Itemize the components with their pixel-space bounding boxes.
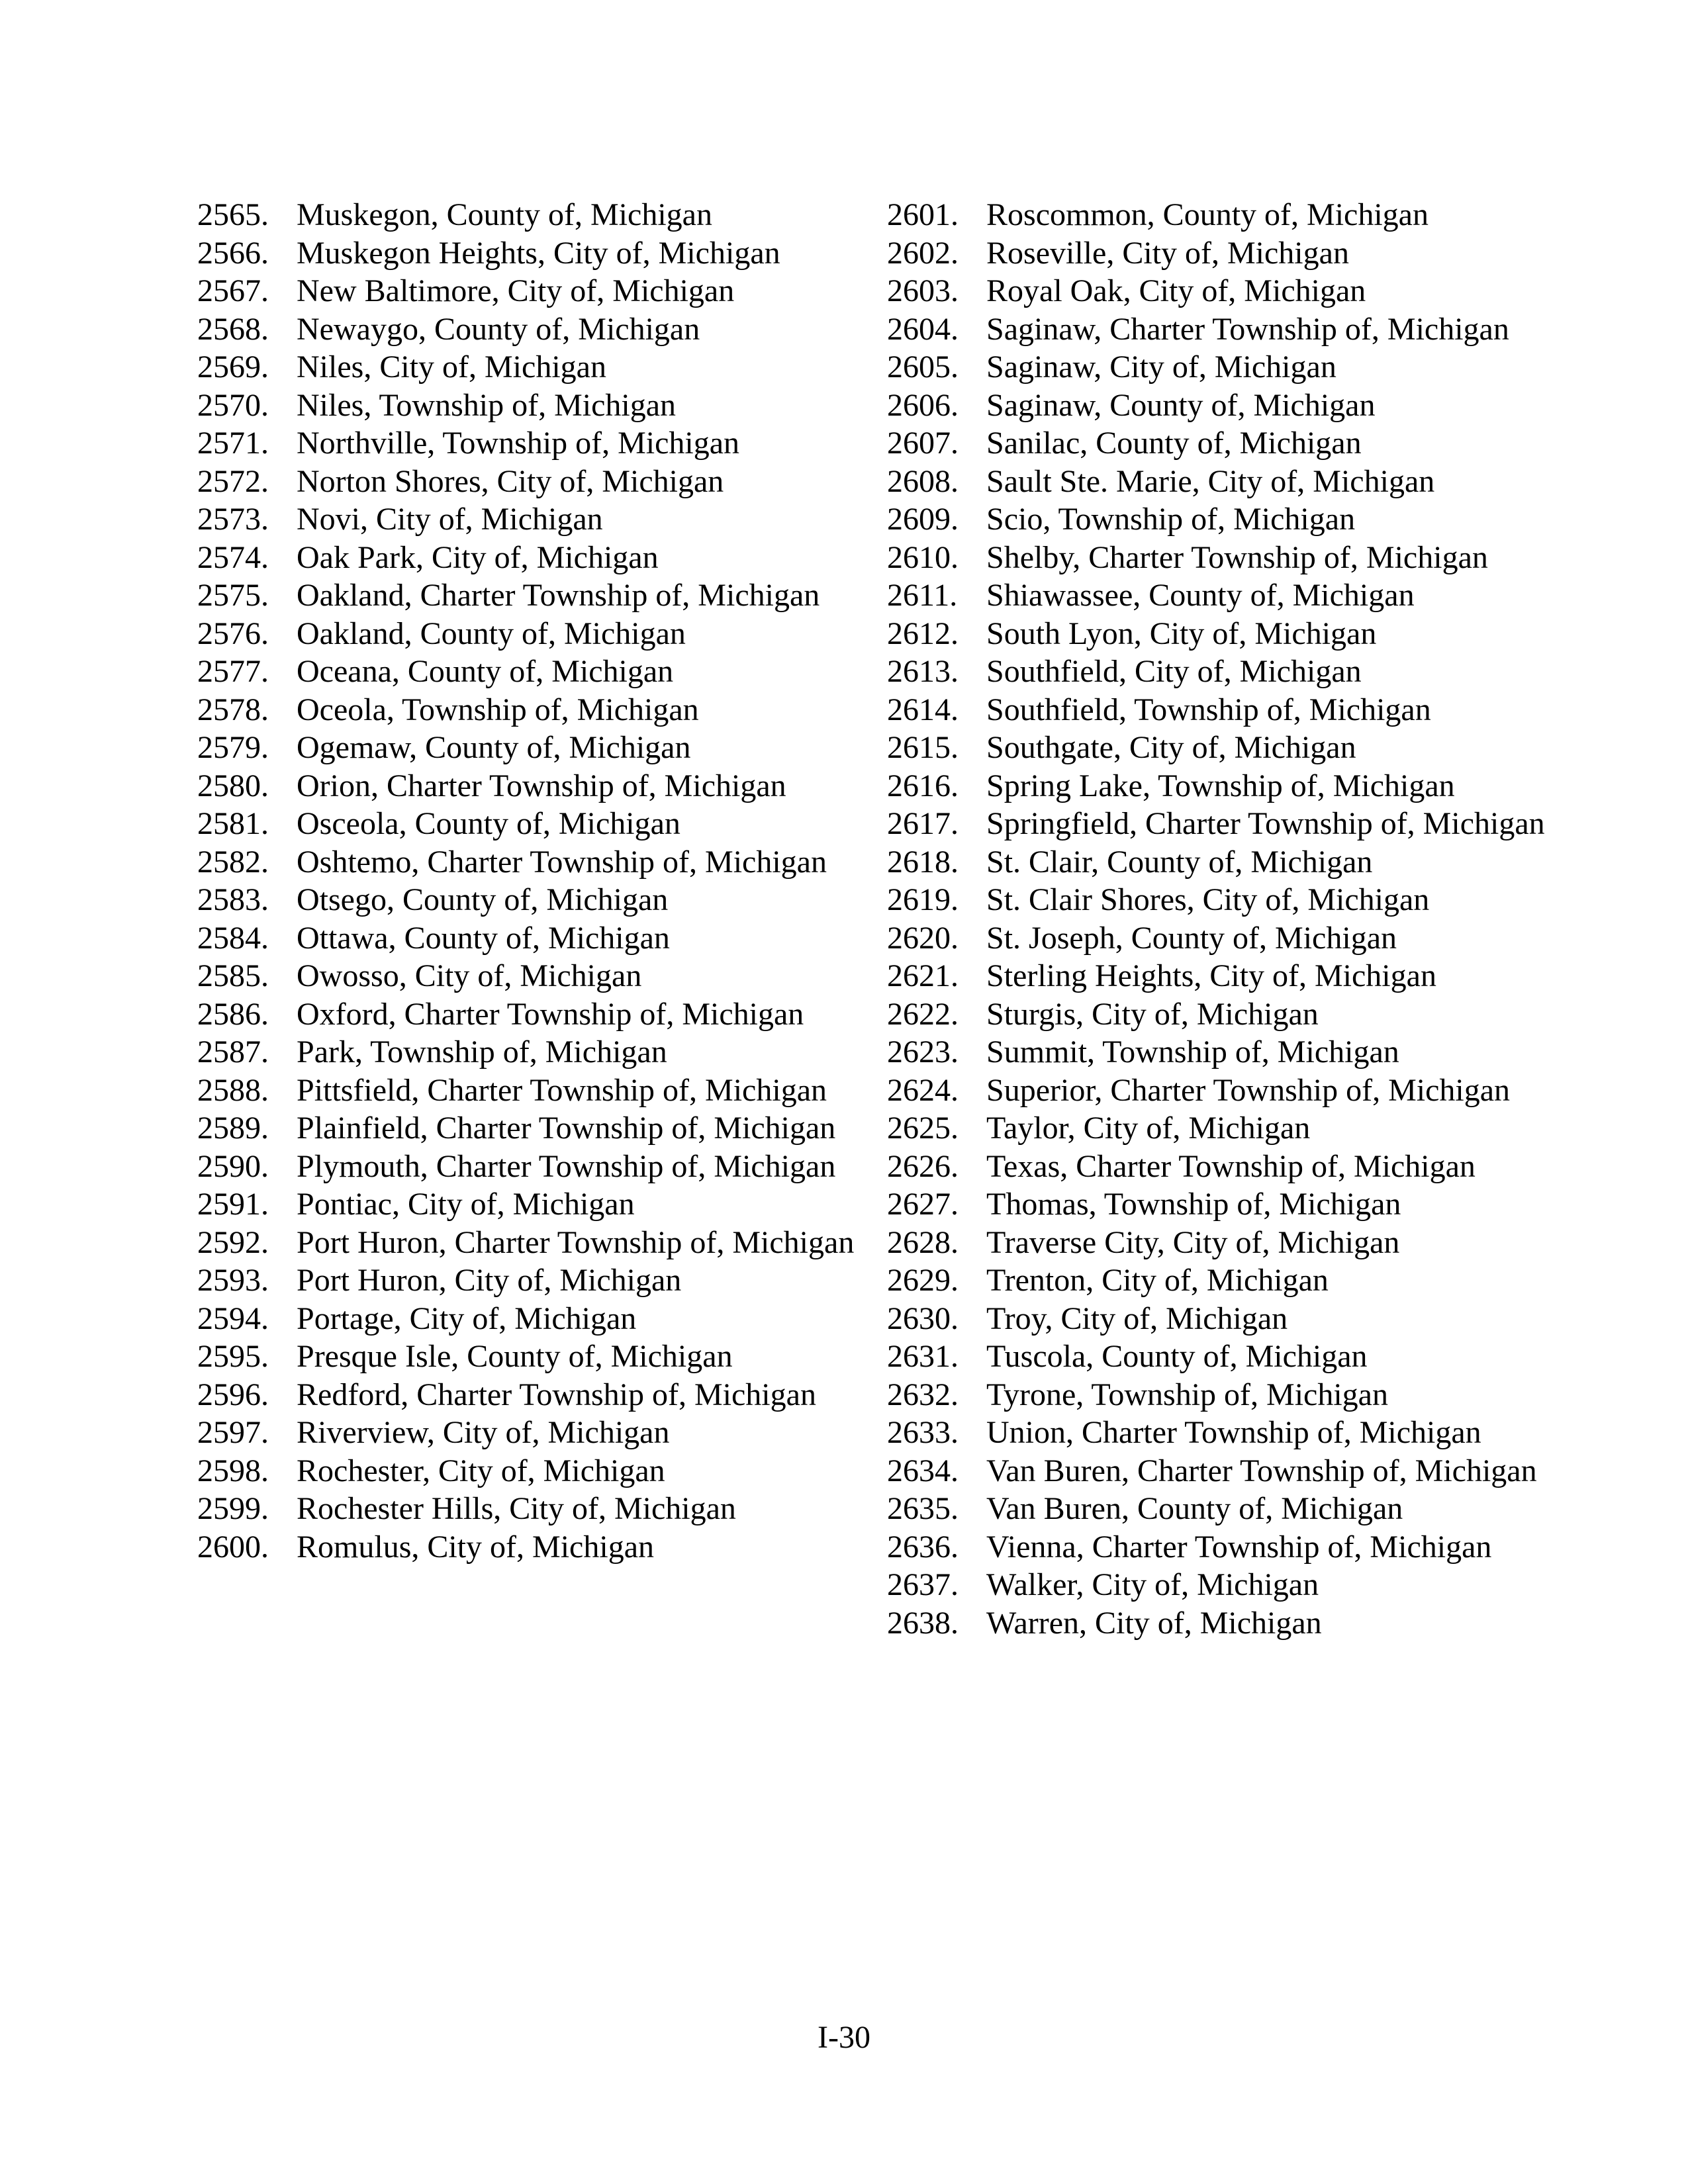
entry-number: 2580. bbox=[197, 768, 269, 803]
entry-number: 2596. bbox=[197, 1377, 269, 1412]
entry-name: Oshtemo, Charter Township of, Michigan bbox=[297, 844, 827, 880]
list-item bbox=[887, 272, 1549, 310]
page-number: I-30 bbox=[818, 2020, 870, 2055]
entry-number: 2565. bbox=[197, 197, 269, 232]
entry-name: Taylor, City of, Michigan bbox=[986, 1111, 1311, 1146]
entry-name: Presque Isle, County of, Michigan bbox=[297, 1339, 733, 1374]
entry-number: 2605. bbox=[887, 349, 959, 385]
entry-name: Plymouth, Charter Township of, Michigan bbox=[297, 1148, 836, 1184]
list-item bbox=[887, 653, 1549, 691]
entry-number: 2571. bbox=[197, 426, 269, 461]
entry-name: Saginaw, County of, Michigan bbox=[986, 387, 1376, 423]
list-item bbox=[197, 463, 859, 501]
entry-name: Redford, Charter Township of, Michigan bbox=[297, 1377, 816, 1412]
list-item bbox=[887, 1490, 1549, 1528]
entry-number: 2590. bbox=[197, 1148, 269, 1184]
entry-number: 2566. bbox=[197, 235, 269, 271]
list-item bbox=[197, 1338, 859, 1376]
entry-number: 2620. bbox=[887, 920, 959, 956]
list-item bbox=[197, 272, 859, 310]
list-item bbox=[197, 1452, 859, 1490]
entry-name: Troy, City of, Michigan bbox=[986, 1300, 1288, 1336]
entry-number: 2574. bbox=[197, 539, 269, 575]
list-item bbox=[197, 995, 859, 1034]
entry-name: Spring Lake, Township of, Michigan bbox=[986, 768, 1455, 803]
list-item bbox=[197, 539, 859, 577]
list-item bbox=[887, 1071, 1549, 1110]
entry-name: Southfield, City of, Michigan bbox=[986, 654, 1362, 689]
entry-number: 2614. bbox=[887, 692, 959, 727]
entry-number: 2613. bbox=[887, 654, 959, 689]
entry-number: 2622. bbox=[887, 996, 959, 1032]
entry-number: 2607. bbox=[887, 426, 959, 461]
entry-number: 2570. bbox=[197, 387, 269, 423]
list-item bbox=[197, 1376, 859, 1414]
list-item bbox=[197, 1261, 859, 1300]
list-item bbox=[197, 424, 859, 463]
list-item bbox=[197, 1148, 859, 1186]
entry-number: 2585. bbox=[197, 958, 269, 993]
list-item bbox=[887, 1414, 1549, 1452]
entry-number: 2601. bbox=[887, 197, 959, 232]
entry-number: 2630. bbox=[887, 1300, 959, 1336]
entry-number: 2600. bbox=[197, 1529, 269, 1565]
entry-number: 2608. bbox=[887, 463, 959, 499]
entry-number: 2633. bbox=[887, 1415, 959, 1450]
entry-number: 2625. bbox=[887, 1111, 959, 1146]
list-item bbox=[887, 691, 1549, 729]
entry-number: 2586. bbox=[197, 996, 269, 1032]
entry-name: St. Joseph, County of, Michigan bbox=[986, 920, 1397, 956]
entry-name: Texas, Charter Township of, Michigan bbox=[986, 1148, 1476, 1184]
entry-number: 2624. bbox=[887, 1072, 959, 1108]
entry-name: Union, Charter Township of, Michigan bbox=[986, 1415, 1481, 1450]
entry-number: 2611. bbox=[887, 578, 958, 613]
list-item bbox=[197, 1185, 859, 1224]
entry-name: Southfield, Township of, Michigan bbox=[986, 692, 1431, 727]
entry-name: Tyrone, Township of, Michigan bbox=[986, 1377, 1388, 1412]
entry-name: Van Buren, Charter Township of, Michigan bbox=[986, 1453, 1537, 1488]
list-item bbox=[197, 767, 859, 805]
list-item bbox=[197, 1109, 859, 1148]
list-item bbox=[197, 881, 859, 919]
entry-number: 2595. bbox=[197, 1339, 269, 1374]
list-item bbox=[887, 463, 1549, 501]
entry-name: Plainfield, Charter Township of, Michigan bbox=[297, 1111, 836, 1146]
entry-number: 2627. bbox=[887, 1187, 959, 1222]
entry-name: Muskegon, County of, Michigan bbox=[297, 197, 712, 232]
entry-name: Trenton, City of, Michigan bbox=[986, 1263, 1329, 1298]
list-item bbox=[197, 615, 859, 653]
entry-number: 2616. bbox=[887, 768, 959, 803]
entry-name: Muskegon Heights, City of, Michigan bbox=[297, 235, 780, 271]
list-item bbox=[197, 653, 859, 691]
entry-number: 2598. bbox=[197, 1453, 269, 1488]
entry-number: 2606. bbox=[887, 387, 959, 423]
list-item bbox=[887, 1261, 1549, 1300]
entry-name: Royal Oak, City of, Michigan bbox=[986, 273, 1366, 308]
entry-name: Orion, Charter Township of, Michigan bbox=[297, 768, 786, 803]
list-item bbox=[887, 729, 1549, 767]
list-item bbox=[197, 500, 859, 539]
entry-number: 2635. bbox=[887, 1491, 959, 1526]
entry-number: 2632. bbox=[887, 1377, 959, 1412]
entry-name: Traverse City, City of, Michigan bbox=[986, 1224, 1400, 1260]
entry-name: Sturgis, City of, Michigan bbox=[986, 996, 1319, 1032]
list-item bbox=[887, 1148, 1549, 1186]
list-item bbox=[197, 919, 859, 958]
list-item bbox=[197, 1528, 859, 1567]
list-item bbox=[197, 1224, 859, 1262]
entry-number: 2578. bbox=[197, 692, 269, 727]
list-item bbox=[887, 196, 1549, 234]
list-item bbox=[887, 1185, 1549, 1224]
list-item bbox=[887, 805, 1549, 843]
entry-name: Niles, Township of, Michigan bbox=[297, 387, 677, 423]
list-item bbox=[887, 995, 1549, 1034]
entry-number: 2576. bbox=[197, 615, 269, 651]
list-item bbox=[197, 1414, 859, 1452]
entry-name: Park, Township of, Michigan bbox=[297, 1034, 667, 1069]
entry-number: 2573. bbox=[197, 502, 269, 537]
entry-name: Northville, Township of, Michigan bbox=[297, 426, 740, 461]
entry-name: Novi, City of, Michigan bbox=[297, 502, 603, 537]
entry-number: 2634. bbox=[887, 1453, 959, 1488]
entry-number: 2572. bbox=[197, 463, 269, 499]
entry-number: 2567. bbox=[197, 273, 269, 308]
list-item bbox=[887, 424, 1549, 463]
entry-number: 2604. bbox=[887, 311, 959, 347]
list-item bbox=[197, 729, 859, 767]
entry-name: Rochester, City of, Michigan bbox=[297, 1453, 665, 1488]
entry-name: New Baltimore, City of, Michigan bbox=[297, 273, 735, 308]
entry-number: 2582. bbox=[197, 844, 269, 880]
entry-number: 2609. bbox=[887, 502, 959, 537]
list-item bbox=[887, 539, 1549, 577]
list-item bbox=[197, 957, 859, 995]
entry-name: Roseville, City of, Michigan bbox=[986, 235, 1349, 271]
list-item bbox=[887, 1566, 1549, 1604]
entry-name: Rochester Hills, City of, Michigan bbox=[297, 1491, 736, 1526]
entry-number: 2610. bbox=[887, 539, 959, 575]
list-item bbox=[197, 1490, 859, 1528]
list-item bbox=[887, 387, 1549, 425]
list-item bbox=[887, 1109, 1549, 1148]
entry-number: 2591. bbox=[197, 1187, 269, 1222]
entry-number: 2631. bbox=[887, 1339, 959, 1374]
entry-number: 2575. bbox=[197, 578, 269, 613]
entry-name: Shiawassee, County of, Michigan bbox=[986, 578, 1415, 613]
list-item bbox=[887, 1300, 1549, 1338]
entry-name: Oakland, County of, Michigan bbox=[297, 615, 686, 651]
entry-number: 2583. bbox=[197, 882, 269, 917]
entry-name: Sterling Heights, City of, Michigan bbox=[986, 958, 1436, 993]
entry-name: Van Buren, County of, Michigan bbox=[986, 1491, 1403, 1526]
list-item bbox=[887, 1528, 1549, 1567]
entry-number: 2599. bbox=[197, 1491, 269, 1526]
entry-name: St. Clair, County of, Michigan bbox=[986, 844, 1373, 880]
entry-name: Port Huron, Charter Township of, Michigan bbox=[297, 1224, 855, 1260]
entry-number: 2617. bbox=[887, 806, 959, 841]
list-item bbox=[887, 310, 1549, 349]
entry-name: Pontiac, City of, Michigan bbox=[297, 1187, 635, 1222]
list-item bbox=[887, 1604, 1549, 1643]
list-item bbox=[197, 576, 859, 615]
entry-number: 2568. bbox=[197, 311, 269, 347]
entry-name: South Lyon, City of, Michigan bbox=[986, 615, 1377, 651]
entry-name: Oak Park, City of, Michigan bbox=[297, 539, 659, 575]
list-item bbox=[887, 234, 1549, 273]
entry-number: 2588. bbox=[197, 1072, 269, 1108]
entry-number: 2594. bbox=[197, 1300, 269, 1336]
entry-number: 2619. bbox=[887, 882, 959, 917]
list-item bbox=[887, 957, 1549, 995]
entry-number: 2636. bbox=[887, 1529, 959, 1565]
entry-name: Roscommon, County of, Michigan bbox=[986, 197, 1429, 232]
list-item bbox=[197, 310, 859, 349]
entry-name: Ogemaw, County of, Michigan bbox=[297, 730, 691, 765]
entry-number: 2603. bbox=[887, 273, 959, 308]
entry-number: 2629. bbox=[887, 1263, 959, 1298]
entry-number: 2587. bbox=[197, 1034, 269, 1069]
list-item bbox=[887, 919, 1549, 958]
entry-name: Saginaw, City of, Michigan bbox=[986, 349, 1336, 385]
entry-number: 2581. bbox=[197, 806, 269, 841]
list-item bbox=[197, 805, 859, 843]
right-column-list bbox=[887, 196, 1549, 1642]
entry-number: 2569. bbox=[197, 349, 269, 385]
entry-name: Port Huron, City of, Michigan bbox=[297, 1263, 682, 1298]
entry-name: Sanilac, County of, Michigan bbox=[986, 426, 1362, 461]
entry-number: 2615. bbox=[887, 730, 959, 765]
entry-name: Ottawa, County of, Michigan bbox=[297, 920, 670, 956]
entry-name: Thomas, Township of, Michigan bbox=[986, 1187, 1401, 1222]
entry-number: 2584. bbox=[197, 920, 269, 956]
left-column-list bbox=[197, 196, 859, 1566]
entry-number: 2637. bbox=[887, 1567, 959, 1602]
entry-number: 2612. bbox=[887, 615, 959, 651]
entry-name: St. Clair Shores, City of, Michigan bbox=[986, 882, 1430, 917]
entry-number: 2602. bbox=[887, 235, 959, 271]
entry-name: Saginaw, Charter Township of, Michigan bbox=[986, 311, 1509, 347]
entry-name: Vienna, Charter Township of, Michigan bbox=[986, 1529, 1492, 1565]
entry-name: Portage, City of, Michigan bbox=[297, 1300, 637, 1336]
list-item bbox=[197, 1071, 859, 1110]
entry-name: Oakland, Charter Township of, Michigan bbox=[297, 578, 820, 613]
entry-number: 2593. bbox=[197, 1263, 269, 1298]
entry-number: 2628. bbox=[887, 1224, 959, 1260]
entry-name: Newaygo, County of, Michigan bbox=[297, 311, 700, 347]
entry-name: Oxford, Charter Township of, Michigan bbox=[297, 996, 804, 1032]
entry-number: 2626. bbox=[887, 1148, 959, 1184]
entry-number: 2621. bbox=[887, 958, 959, 993]
list-item bbox=[197, 387, 859, 425]
entry-name: Otsego, County of, Michigan bbox=[297, 882, 669, 917]
list-item bbox=[887, 843, 1549, 882]
entry-number: 2623. bbox=[887, 1034, 959, 1069]
list-item bbox=[887, 767, 1549, 805]
list-item bbox=[887, 500, 1549, 539]
list-item bbox=[887, 615, 1549, 653]
entry-name: Springfield, Charter Township of, Michigan bbox=[986, 806, 1545, 841]
entry-number: 2577. bbox=[197, 654, 269, 689]
list-item bbox=[197, 843, 859, 882]
entry-number: 2592. bbox=[197, 1224, 269, 1260]
list-item bbox=[887, 1452, 1549, 1490]
entry-name: Scio, Township of, Michigan bbox=[986, 502, 1356, 537]
list-item bbox=[197, 234, 859, 273]
entry-number: 2638. bbox=[887, 1605, 959, 1641]
list-item bbox=[197, 1300, 859, 1338]
entry-name: Shelby, Charter Township of, Michigan bbox=[986, 539, 1488, 575]
entry-name: Warren, City of, Michigan bbox=[986, 1605, 1322, 1641]
list-item bbox=[197, 691, 859, 729]
entry-name: Norton Shores, City of, Michigan bbox=[297, 463, 724, 499]
list-item bbox=[887, 1224, 1549, 1262]
entry-name: Owosso, City of, Michigan bbox=[297, 958, 642, 993]
entry-name: Sault Ste. Marie, City of, Michigan bbox=[986, 463, 1435, 499]
entry-name: Tuscola, County of, Michigan bbox=[986, 1339, 1368, 1374]
list-item bbox=[887, 881, 1549, 919]
entry-name: Oceola, Township of, Michigan bbox=[297, 692, 699, 727]
entry-number: 2589. bbox=[197, 1111, 269, 1146]
list-item bbox=[887, 576, 1549, 615]
entry-name: Oceana, County of, Michigan bbox=[297, 654, 674, 689]
entry-name: Riverview, City of, Michigan bbox=[297, 1415, 670, 1450]
list-item bbox=[887, 1338, 1549, 1376]
list-item bbox=[887, 348, 1549, 387]
entry-number: 2597. bbox=[197, 1415, 269, 1450]
list-item bbox=[197, 196, 859, 234]
entry-name: Pittsfield, Charter Township of, Michigan bbox=[297, 1072, 827, 1108]
entry-number: 2618. bbox=[887, 844, 959, 880]
entry-name: Southgate, City of, Michigan bbox=[986, 730, 1356, 765]
entry-name: Romulus, City of, Michigan bbox=[297, 1529, 654, 1565]
entry-name: Summit, Township of, Michigan bbox=[986, 1034, 1399, 1069]
entry-name: Walker, City of, Michigan bbox=[986, 1567, 1319, 1602]
entry-name: Superior, Charter Township of, Michigan bbox=[986, 1072, 1511, 1108]
entry-name: Osceola, County of, Michigan bbox=[297, 806, 680, 841]
entry-number: 2579. bbox=[197, 730, 269, 765]
list-item bbox=[887, 1376, 1549, 1414]
list-item bbox=[887, 1033, 1549, 1071]
list-item bbox=[197, 348, 859, 387]
list-item bbox=[197, 1033, 859, 1071]
entry-name: Niles, City of, Michigan bbox=[297, 349, 606, 385]
